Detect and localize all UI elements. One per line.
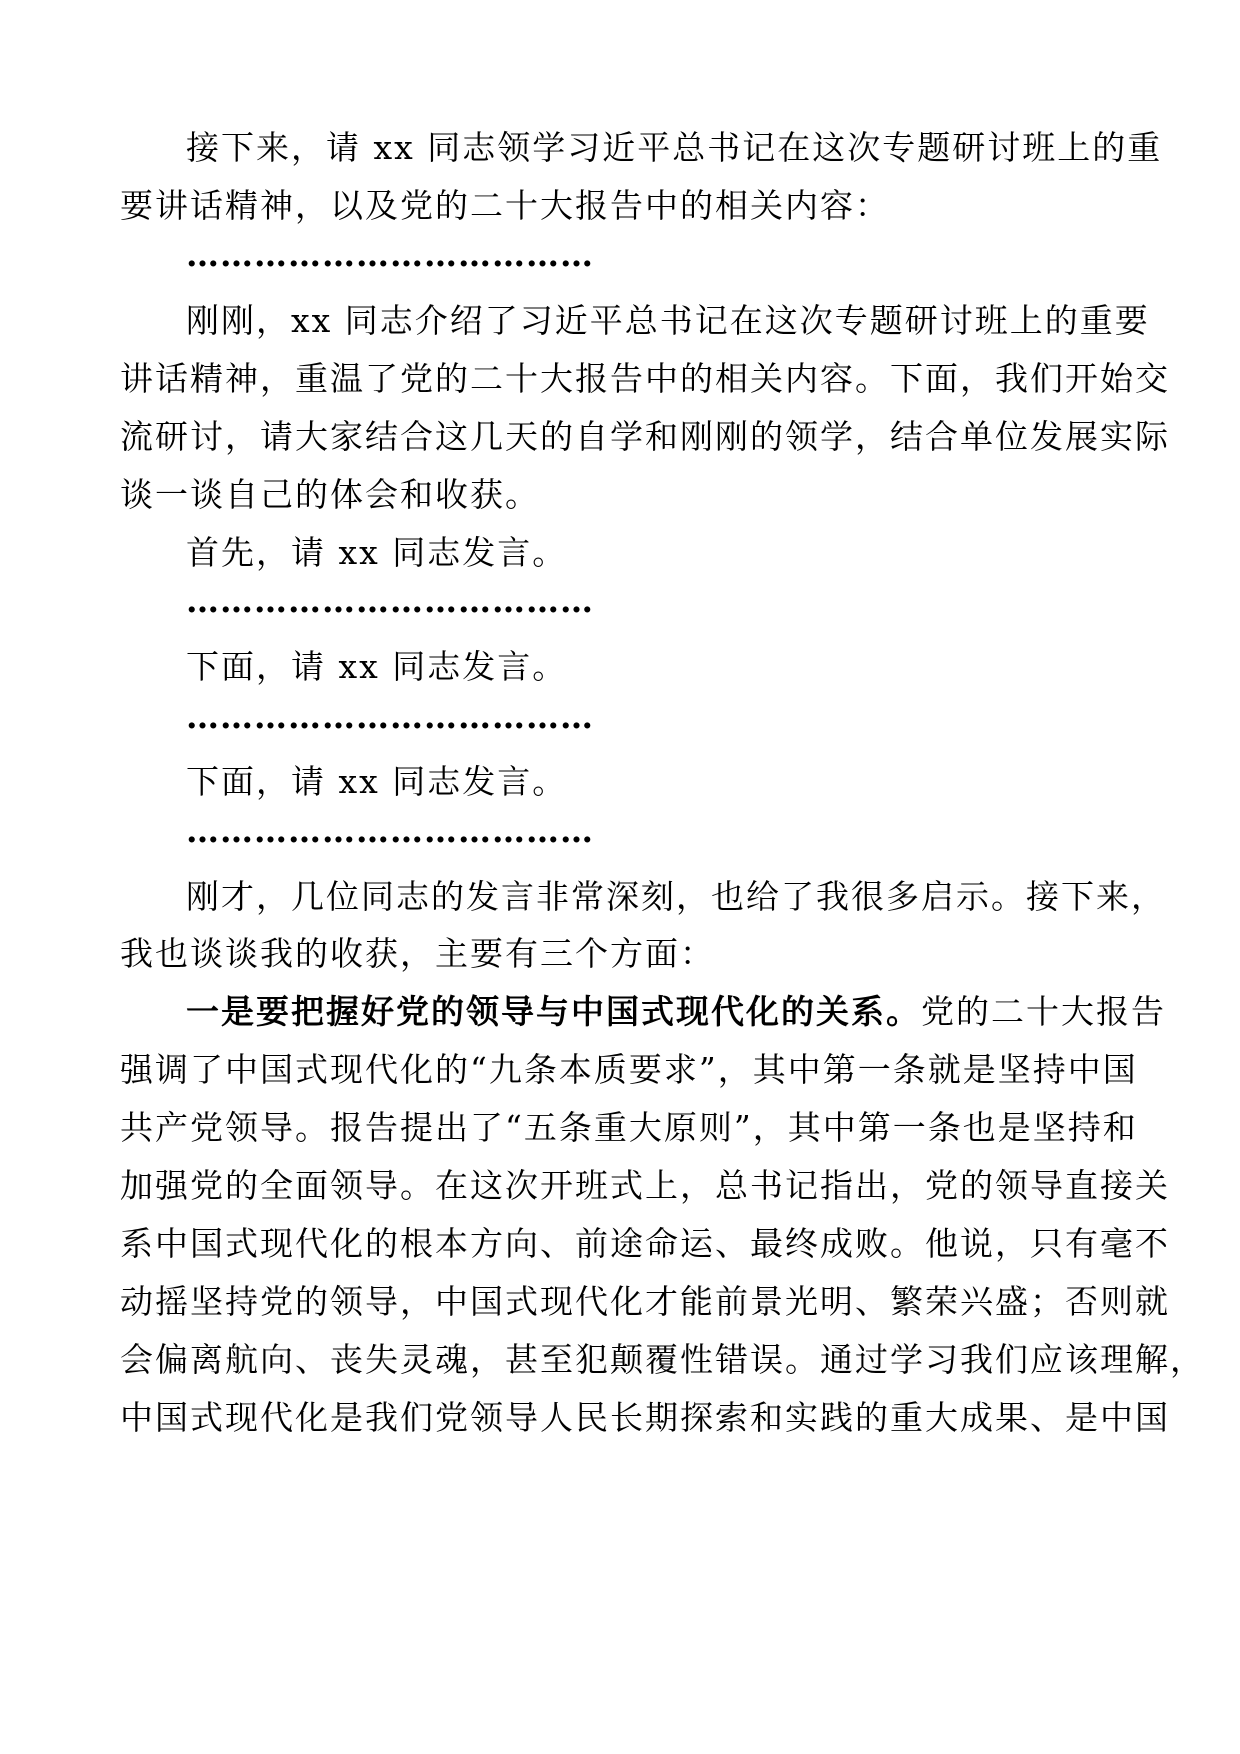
paragraph-line: 接下来，请 xx 同志领学习近平总书记在这次专题研讨班上的重 [186,128,1163,167]
ellipsis-line: ……………………………… [186,581,594,620]
paragraph-line: 要讲话精神，以及党的二十大报告中的相关内容： [120,186,890,225]
paragraph-line: 下面，请 xx 同志发言。 [186,647,568,686]
paragraph-line: 动摇坚持党的领导，中国式现代化才能前景光明、繁荣兴盛；否则就 [120,1282,1170,1321]
paragraph-line: 谈一谈自己的体会和收获。 [120,475,540,514]
paragraph-line: 讲话精神，重温了党的二十大报告中的相关内容。下面，我们开始交 [120,359,1170,398]
ellipsis-line: ……………………………… [186,811,594,850]
paragraph-line: 刚刚，xx 同志介绍了习近平总书记在这次专题研讨班上的重要 [186,301,1150,340]
paragraph-line: 会偏离航向、丧失灵魂，甚至犯颠覆性错误。通过学习我们应该理解， [120,1340,1205,1379]
paragraph-line: 加强党的全面领导。在这次开班式上，总书记指出，党的领导直接关 [120,1166,1170,1205]
paragraph-text: 党的二十大报告 [921,992,1166,1031]
paragraph-line: 下面，请 xx 同志发言。 [186,762,568,801]
paragraph-line: 刚才，几位同志的发言非常深刻，也给了我很多启示。接下来， [186,877,1166,916]
paragraph-line: 流研讨，请大家结合这几天的自学和刚刚的领学，结合单位发展实际 [120,417,1170,456]
paragraph-line: 我也谈谈我的收获，主要有三个方面： [120,934,715,973]
paragraph-line: 共产党领导。报告提出了“五条重大原则”，其中第一条也是坚持和 [120,1108,1138,1147]
section-paragraph-first-line [186,979,1186,1045]
section-heading: 一是要把握好党的领导与中国式现代化的关系。 [186,992,921,1031]
ellipsis-line: ……………………………… [186,235,594,274]
paragraph-line: 系中国式现代化的根本方向、前途命运、最终成败。他说，只有毫不 [120,1224,1170,1263]
paragraph-line: 中国式现代化是我们党领导人民长期探索和实践的重大成果、是中国 [120,1398,1170,1437]
paragraph-line: 强调了中国式现代化的“九条本质要求”，其中第一条就是坚持中国 [120,1050,1138,1089]
paragraph-line: 首先，请 xx 同志发言。 [186,533,568,572]
ellipsis-line: ……………………………… [186,697,594,736]
